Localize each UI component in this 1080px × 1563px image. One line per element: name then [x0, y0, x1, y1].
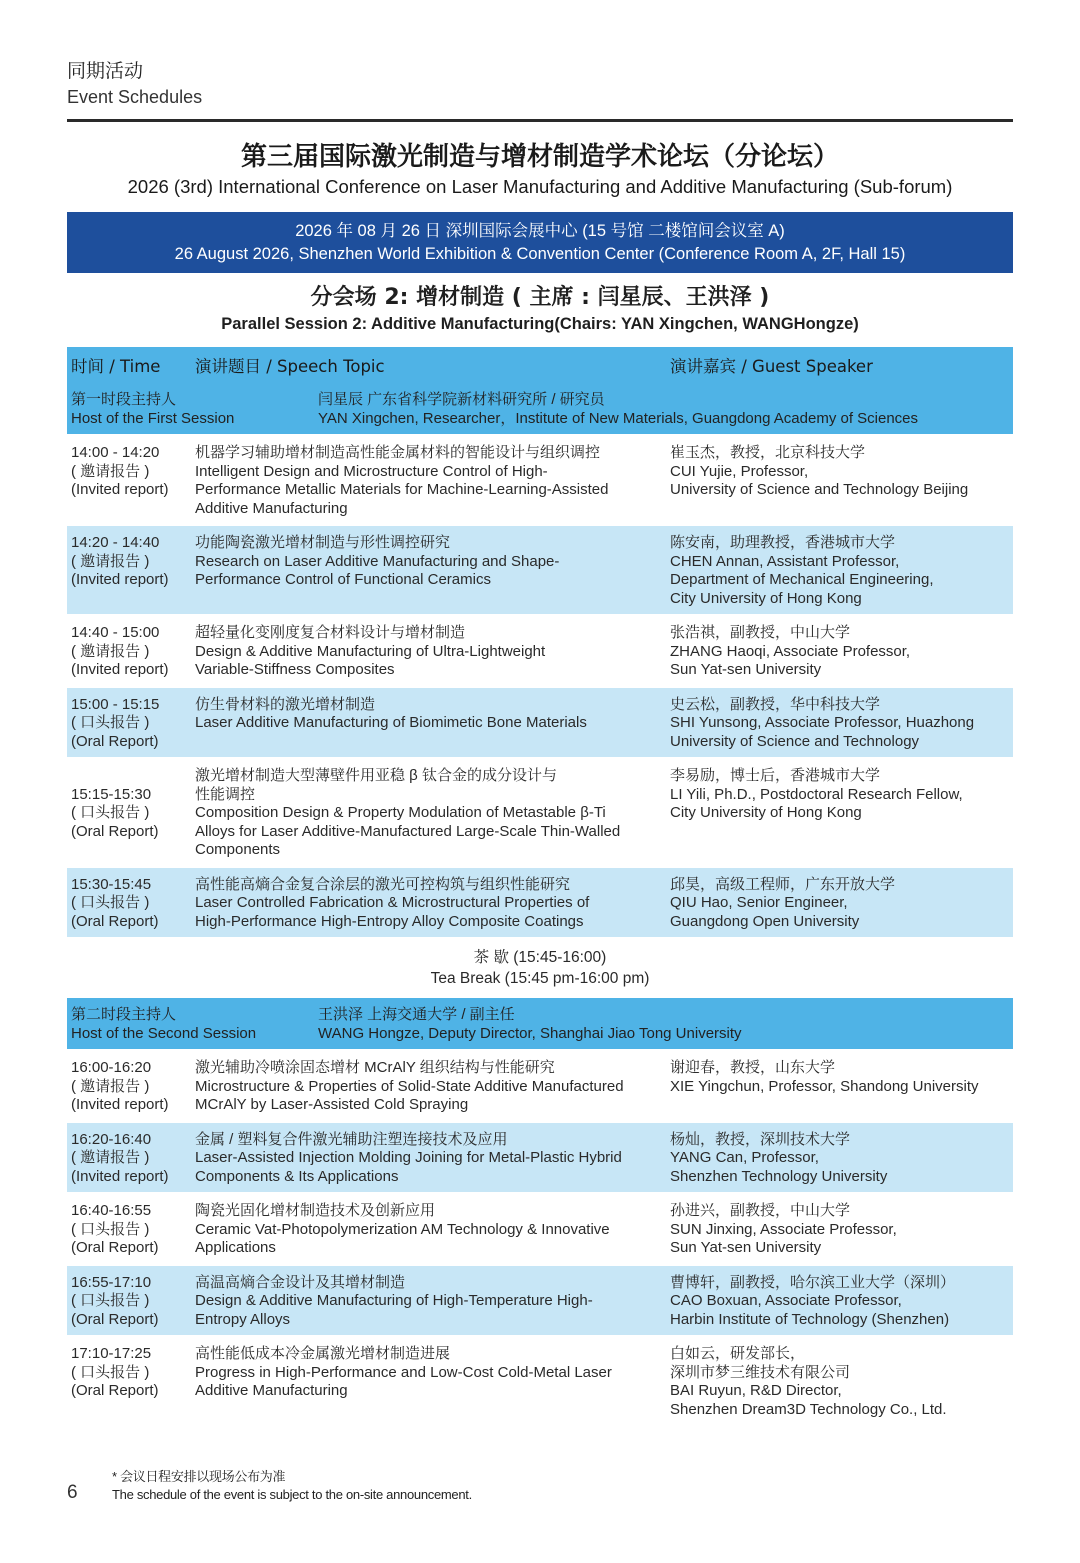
talk-time: [67, 534, 195, 608]
talk-speaker-line: 崔玉杰，教授，北京科技大学: [670, 444, 866, 461]
talk-topic: [195, 444, 670, 518]
table-row: [67, 688, 1013, 760]
talk-time-line: 15:15-15:30: [71, 785, 152, 803]
talk-topic-line: 高性能高熵合金复合涂层的激光可控构筑与组织性能研究: [195, 875, 571, 893]
tea-break-cn: 茶 歇 (15:45-16:00): [473, 949, 607, 966]
talk-topic-line: 功能陶瓷激光增材制造与形性调控研究: [195, 534, 451, 551]
top-divider: [67, 119, 1013, 122]
session-title-en: Parallel Session 2: Additive Manufacturing(Chairs: YAN Xingchen, WANGHongze): [221, 315, 859, 333]
host-label-line: Host of the First Session: [71, 409, 235, 427]
talk-topic-line: Design & Additive Manufacturing of High-Temperature High-: [195, 1292, 593, 1309]
talk-topic-line: 机器学习辅助增材制造高性能金属材料的智能设计与组织调控: [195, 444, 601, 461]
conference-title-en: 2026 (3rd) International Conference on Laser Manufacturing and Additive Manufacturing (Sub-forum): [127, 176, 953, 197]
section-heading: [67, 58, 202, 110]
talk-rows-second: [67, 1051, 1013, 1427]
talk-speaker: [670, 696, 1013, 752]
host-label: [67, 1006, 318, 1043]
page-number: 6: [67, 1482, 78, 1503]
table-row: [67, 526, 1013, 616]
table-row: [67, 759, 1013, 868]
talk-speaker-line: Department of Mechanical Engineering,: [670, 571, 934, 588]
talk-speaker-line: 谢迎春，教授，山东大学: [670, 1059, 836, 1076]
tea-break-en: Tea Break (15:45 pm-16:00 pm): [430, 970, 650, 987]
talk-speaker: [670, 444, 1013, 518]
talk-time-line: ( 邀请报告 ): [71, 552, 150, 570]
session-title: [67, 283, 1013, 335]
talk-speaker-line: University of Science and Technology Beijing: [670, 481, 969, 498]
talk-time-line: ( 口头报告 ): [71, 714, 150, 731]
talk-time-line: [71, 767, 195, 786]
talk-topic-line: Additive Manufacturing: [195, 499, 348, 517]
talk-speaker-line: City University of Hong Kong: [670, 804, 862, 821]
talk-time-line: 14:20 - 14:40: [71, 534, 160, 551]
talk-time-line: (Oral Report): [71, 732, 159, 750]
talk-speaker: [670, 1131, 1013, 1187]
table-header-row: [67, 347, 1013, 383]
talk-speaker-line: 李易励，博士后，香港城市大学: [670, 767, 881, 784]
talk-topic-line: Intelligent Design and Microstructure Control of High-: [195, 462, 548, 480]
talk-speaker: [670, 624, 1013, 680]
talk-time-line: (Oral Report): [71, 1310, 159, 1328]
talk-topic-line: 超轻量化变刚度复合材料设计与增材制造: [195, 624, 466, 641]
talk-speaker: [670, 876, 1013, 932]
talk-topic-line: 仿生骨材料的激光增材制造: [195, 695, 376, 713]
talk-time-line: 15:00 - 15:15: [71, 695, 160, 713]
talk-topic: [195, 1059, 670, 1115]
banner-en: 26 August 2026, Shenzhen World Exhibition & Convention Center (Conference Room A, 2F, Hall 15): [174, 245, 906, 263]
talk-topic-line: Applications: [195, 1239, 276, 1256]
talk-topic-line: Alloys for Laser Additive-Manufactured Large-Scale Thin-Walled: [195, 822, 621, 840]
host-person-line: WANG Hongze, Deputy Director, Shanghai Jiao Tong University: [318, 1024, 742, 1042]
talk-time-line: (Oral Report): [71, 822, 159, 840]
column-header-topic: 演讲题目 / Speech Topic: [195, 357, 385, 376]
talk-time: [67, 444, 195, 518]
talk-speaker-line: LI Yili, Ph.D., Postdoctoral Research Fellow,: [670, 785, 963, 803]
talk-time-line: 16:20-16:40: [71, 1130, 152, 1148]
talk-speaker-line: University of Science and Technology: [670, 732, 920, 750]
talk-speaker-line: 杨灿，教授，深圳技术大学: [670, 1130, 851, 1148]
host-label-line: 第二时段主持人: [71, 1006, 177, 1023]
talk-topic-line: Performance Control of Functional Ceramics: [195, 571, 491, 588]
host-row-second: [67, 998, 1013, 1051]
talk-time-line: (Invited report): [71, 571, 169, 588]
footnote-cn: * 会议日程安排以现场公布为准: [112, 1469, 286, 1484]
talk-topic: [195, 534, 670, 608]
talk-speaker-line: CUI Yujie, Professor,: [670, 462, 809, 480]
host-person: [318, 1006, 1013, 1043]
talk-time-line: (Invited report): [71, 1096, 169, 1113]
talk-time-line: 14:00 - 14:20: [71, 444, 160, 461]
talk-speaker-line: SHI Yunsong, Associate Professor, Huazhong: [670, 714, 975, 731]
talk-topic-line: Components: [195, 841, 281, 858]
talk-speaker-line: ZHANG Haoqi, Associate Professor,: [670, 642, 911, 660]
talk-speaker-line: Sun Yat-sen University: [670, 661, 822, 678]
talk-speaker-line: CAO Boxuan, Associate Professor,: [670, 1292, 902, 1309]
talk-topic-line: Ceramic Vat-Photopolymerization AM Technology & Innovative: [195, 1220, 610, 1238]
date-venue-banner: [67, 212, 1013, 273]
talk-speaker: [670, 1274, 1013, 1330]
schedule-table: [67, 347, 1013, 1427]
talk-time: [67, 1202, 195, 1258]
talk-time-line: 16:55-17:10: [71, 1273, 152, 1291]
talk-topic: [195, 1202, 670, 1258]
talk-topic-line: Laser Controlled Fabrication & Microstructural Properties of: [195, 894, 590, 911]
talk-time-line: (Oral Report): [71, 912, 159, 930]
talk-time: [67, 876, 195, 932]
talk-speaker-line: QIU Hao, Senior Engineer,: [670, 894, 848, 911]
talk-time: [67, 696, 195, 752]
talk-speaker-line: 深圳市梦三维技术有限公司: [670, 1363, 851, 1381]
talk-speaker-line: 白如云，研发部长，: [670, 1345, 806, 1362]
footnote-en: The schedule of the event is subject to the on-site announcement.: [112, 1487, 472, 1502]
talk-topic: [195, 767, 670, 860]
talk-speaker: [670, 534, 1013, 608]
talk-topic-line: 金属 / 塑料复合件激光辅助注塑连接技术及应用: [195, 1130, 508, 1148]
host-label: [67, 391, 318, 428]
tea-break: [67, 939, 1013, 998]
host-person-line: YAN Xingchen, Researcher，Institute of New Materials, Guangdong Academy of Sciences: [318, 409, 919, 427]
conference-title-cn: 第三届国际激光制造与增材制造学术论坛（分论坛）: [240, 142, 839, 172]
talk-topic-line: Laser Additive Manufacturing of Biomimetic Bone Materials: [195, 714, 587, 731]
talk-speaker-line: 孙进兴，副教授，中山大学: [670, 1202, 851, 1219]
talk-topic-line: 高温高熵合金设计及其增材制造: [195, 1273, 406, 1291]
talk-time: [67, 1274, 195, 1330]
footnote: [112, 1468, 472, 1504]
table-row: [67, 1051, 1013, 1123]
talk-time-line: 15:30-15:45: [71, 875, 152, 893]
column-header-speaker: 演讲嘉宾 / Guest Speaker: [670, 357, 873, 376]
host-label-line: 第一时段主持人: [71, 391, 177, 408]
talk-speaker-line: Sun Yat-sen University: [670, 1239, 822, 1256]
talk-speaker-line: Guangdong Open University: [670, 912, 860, 930]
table-row: [67, 1123, 1013, 1195]
talk-time-line: (Invited report): [71, 481, 169, 498]
talk-topic-line: Additive Manufacturing: [195, 1382, 348, 1399]
talk-topic-line: Design & Additive Manufacturing of Ultra-Lightweight: [195, 642, 546, 660]
talk-topic-line: Research on Laser Additive Manufacturing and Shape-: [195, 552, 560, 570]
section-heading-cn: 同期活动: [67, 60, 144, 82]
talk-time: [67, 624, 195, 680]
talk-speaker-line: BAI Ruyun, R&D Director,: [670, 1382, 842, 1399]
talk-topic: [195, 1131, 670, 1187]
talk-speaker: [670, 1059, 1013, 1115]
talk-time-line: 17:10-17:25: [71, 1345, 152, 1362]
talk-speaker-line: 邱昊，高级工程师，广东开放大学: [670, 875, 896, 893]
talk-topic: [195, 1274, 670, 1330]
talk-speaker-line: YANG Can, Professor,: [670, 1149, 819, 1166]
talk-topic: [195, 1345, 670, 1419]
table-row: [67, 616, 1013, 688]
talk-time: [67, 1059, 195, 1115]
talk-speaker-line: Harbin Institute of Technology (Shenzhen): [670, 1310, 950, 1328]
banner-cn: 2026 年 08 月 26 日 深圳国际会展中心 (15 号馆 二楼馆间会议室 A): [295, 222, 785, 240]
talk-time-line: 16:00-16:20: [71, 1059, 152, 1076]
conference-title: [67, 140, 1013, 200]
talk-time-line: ( 邀请报告 ): [71, 462, 150, 480]
talk-topic-line: 高性能低成本冷金属激光增材制造进展: [195, 1345, 451, 1362]
talk-time-line: ( 邀请报告 ): [71, 1077, 150, 1095]
host-row-first: [67, 383, 1013, 436]
talk-speaker-line: Shenzhen Dream3D Technology Co., Ltd.: [670, 1400, 947, 1418]
talk-speaker-line: XIE Yingchun, Professor, Shandong University: [670, 1077, 979, 1095]
talk-topic-line: Entropy Alloys: [195, 1310, 291, 1328]
talk-topic-line: High-Performance High-Entropy Alloy Composite Coatings: [195, 912, 584, 930]
talk-time-line: ( 口头报告 ): [71, 1220, 150, 1238]
table-row: [67, 1337, 1013, 1427]
talk-time-line: (Oral Report): [71, 1382, 159, 1399]
host-label-line: Host of the Second Session: [71, 1024, 257, 1042]
session-title-cn: 分会场 2: 增材制造 ( 主席 : 闫星辰、王洪泽 ): [310, 285, 770, 310]
talk-speaker-line: CHEN Annan, Assistant Professor,: [670, 552, 900, 570]
talk-time-line: ( 邀请报告 ): [71, 642, 150, 660]
talk-time-line: ( 口头报告 ): [71, 804, 150, 821]
host-person-line: 闫星辰 广东省科学院新材料研究所 / 研究员: [318, 391, 605, 408]
talk-speaker-line: SUN Jinxing, Associate Professor,: [670, 1220, 897, 1238]
talk-time: [67, 767, 195, 860]
talk-speaker-line: 张浩祺，副教授，中山大学: [670, 624, 851, 641]
column-header-time: 时间 / Time: [71, 357, 161, 376]
talk-time: [67, 1345, 195, 1419]
talk-topic-line: Composition Design & Property Modulation of Metastable β-Ti: [195, 804, 606, 821]
talk-topic-line: Components & Its Applications: [195, 1167, 399, 1185]
table-row: [67, 436, 1013, 526]
talk-time-line: ( 邀请报告 ): [71, 1149, 150, 1166]
talk-topic: [195, 876, 670, 932]
table-row: [67, 1194, 1013, 1266]
talk-topic-line: Microstructure & Properties of Solid-State Additive Manufactured: [195, 1077, 624, 1095]
talk-topic: [195, 696, 670, 752]
talk-time-line: (Invited report): [71, 661, 169, 678]
talk-topic-line: Performance Metallic Materials for Machine-Learning-Assisted: [195, 481, 609, 498]
table-row: [67, 1266, 1013, 1338]
talk-speaker-line: 陈安南，助理教授，香港城市大学: [670, 534, 896, 551]
table-row: [67, 868, 1013, 940]
talk-topic-line: Laser-Assisted Injection Molding Joining for Metal-Plastic Hybrid: [195, 1149, 622, 1166]
host-person: [318, 391, 1013, 428]
talk-time-line: 16:40-16:55: [71, 1202, 152, 1219]
talk-topic: [195, 624, 670, 680]
talk-rows-first: [67, 436, 1013, 939]
talk-speaker: [670, 1202, 1013, 1258]
talk-topic-line: MCrAlY by Laser-Assisted Cold Spraying: [195, 1096, 469, 1113]
talk-speaker-line: Shenzhen Technology University: [670, 1167, 888, 1185]
talk-time-line: ( 口头报告 ): [71, 1363, 150, 1381]
talk-topic-line: 激光辅助冷喷涂固态增材 MCrAlY 组织结构与性能研究: [195, 1059, 555, 1076]
talk-time-line: ( 口头报告 ): [71, 894, 150, 911]
talk-time-line: ( 口头报告 ): [71, 1292, 150, 1309]
talk-speaker-line: 史云松，副教授，华中科技大学: [670, 695, 881, 713]
talk-speaker-line: City University of Hong Kong: [670, 589, 862, 607]
talk-topic-line: Progress in High-Performance and Low-Cost Cold-Metal Laser: [195, 1363, 612, 1381]
talk-time-line: 14:40 - 15:00: [71, 624, 160, 641]
talk-time: [67, 1131, 195, 1187]
talk-topic-line: 激光增材制造大型薄壁件用亚稳 β 钛合金的成分设计与: [195, 767, 557, 784]
talk-time-line: (Invited report): [71, 1167, 169, 1185]
section-heading-en: Event Schedules: [67, 87, 203, 107]
talk-time-line: (Oral Report): [71, 1239, 159, 1256]
talk-topic-line: 陶瓷光固化增材制造技术及创新应用: [195, 1202, 436, 1219]
talk-topic-line: Variable-Stiffness Composites: [195, 661, 395, 678]
talk-speaker-line: 曹博轩，副教授，哈尔滨工业大学（深圳）: [670, 1273, 956, 1291]
host-person-line: 王洪泽 上海交通大学 / 副主任: [318, 1006, 515, 1023]
talk-speaker: [670, 1345, 1013, 1419]
talk-speaker: [670, 767, 1013, 860]
talk-topic-line: 性能调控: [195, 785, 256, 803]
